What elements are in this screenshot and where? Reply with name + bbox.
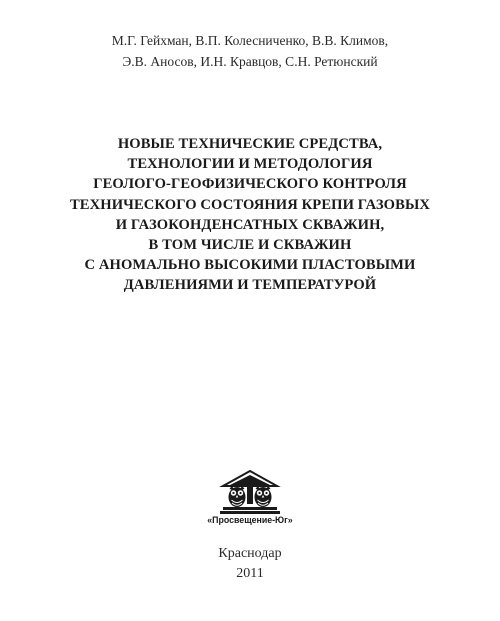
publisher-owl-logo-icon	[219, 470, 281, 514]
title-line: НОВЫЕ ТЕХНИЧЕСКИЕ СРЕДСТВА,	[117, 136, 383, 152]
authors-line-1: М.Г. Гейхман, В.П. Колесниченко, В.В. Климов,	[111, 33, 389, 48]
title-line: И ГАЗОКОНДЕНСАТНЫХ СКВАЖИН,	[115, 216, 385, 233]
title-line: ГЕОЛОГО-ГЕОФИЗИЧЕСКОГО КОНТРОЛЯ	[93, 176, 407, 193]
publication-year: 2011	[236, 566, 264, 581]
book-title	[0, 134, 500, 296]
title-line: С АНОМАЛЬНО ВЫСОКИМИ ПЛАСТОВЫМИ	[84, 257, 416, 274]
authors-block	[0, 30, 500, 72]
title-line: ТЕХНОЛОГИИ И МЕТОДОЛОГИЯ	[127, 156, 373, 173]
authors-line-2: Э.В. Аносов, И.Н. Кравцов, С.Н. Ретюнский	[122, 54, 378, 69]
title-line: ДАВЛЕНИЯМИ И ТЕМПЕРАТУРОЙ	[123, 277, 377, 294]
publisher-name: «Просвещение-Юг»	[207, 515, 293, 525]
title-line: В ТОМ ЧИСЛЕ И СКВАЖИН	[148, 237, 352, 254]
title-line: ТЕХНИЧЕСКОГО СОСТОЯНИЯ КРЕПИ ГАЗОВЫХ	[69, 196, 431, 213]
publication-city: Краснодар	[218, 546, 282, 561]
